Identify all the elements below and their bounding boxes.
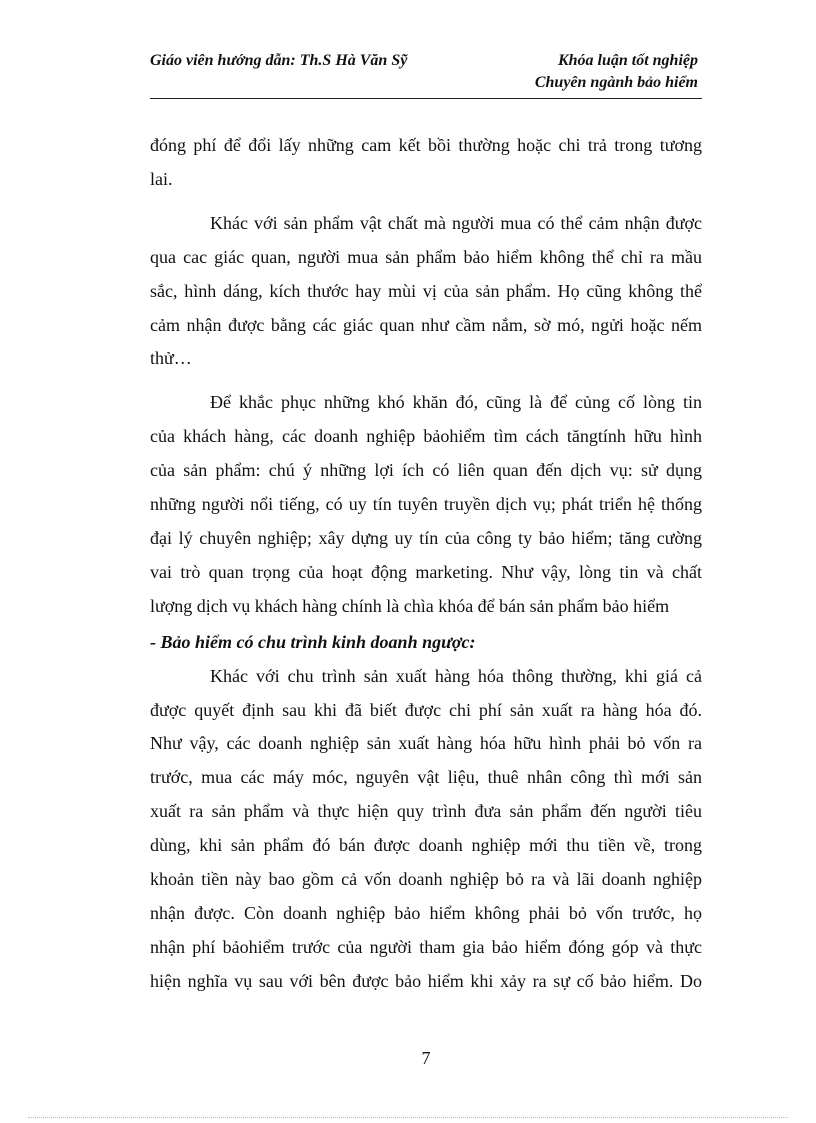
text-line: Như vậy, các doanh nghiệp sản xuất hàng hóa hữu hình phải bỏ vốn ra	[150, 733, 702, 754]
section-heading: - Bảo hiểm có chu trình kinh doanh ngược:	[150, 631, 476, 652]
text-line: qua cac giác quan, người mua sản phẩm bảo hiểm không thể chỉ ra mầu	[150, 246, 702, 267]
text-line: hiện nghĩa vụ sau với bên được bảo hiểm khi xảy ra sự cố bảo hiểm. Do	[150, 970, 702, 991]
paragraph-2	[150, 207, 702, 377]
text-line: của sản phẩm: chú ý những lợi ích có liên quan đến dịch vụ: sử dụng	[150, 460, 702, 481]
paragraph-4	[150, 660, 702, 999]
text-line: khoản tiền này bao gồm cả vốn doanh nghiệp bỏ ra và lãi doanh nghiệp	[150, 869, 702, 890]
text-line: vai trò quan trọng của hoạt động marketing. Như vậy, lòng tin và chất	[150, 561, 702, 582]
page-header	[150, 50, 702, 99]
text-line: cảm nhận được bằng các giác quan như cầm nắm, sờ mó, ngửi hoặc nếm	[150, 314, 702, 335]
text-line: xuất ra sản phẩm và thực hiện quy trình đưa sản phẩm đến người tiêu	[150, 801, 702, 822]
text-line: Để khắc phục những khó khăn đó, cũng là để củng cố lòng tin	[210, 392, 702, 413]
document-body	[150, 129, 702, 999]
text-line: Khác với chu trình sản xuất hàng hóa thông thường, khi giá cả	[210, 665, 702, 686]
text-line: đóng phí để đổi lấy những cam kết bồi thường hoặc chi trả trong tương	[150, 135, 702, 155]
text-line: những người nổi tiếng, có uy tín tuyên truyền dịch vụ; phát triển hệ thống	[150, 494, 702, 515]
text-line: của khách hàng, các doanh nghiệp bảohiểm tìm cách tăngtính hữu hình	[150, 426, 702, 447]
text-line: nhận phí bảohiểm trước của người tham gia bảo hiểm đóng góp và thực	[150, 936, 702, 957]
text-line: trước, mua các máy móc, nguyên vật liệu, thuê nhân công thì mới sản	[150, 767, 702, 788]
page-number: 7	[421, 1048, 431, 1068]
page-bottom-divider	[28, 1117, 788, 1118]
text-line: được quyết định sau khi đã biết được chi phí sản xuất ra hàng hóa đó.	[150, 699, 702, 720]
thesis-info	[535, 50, 698, 94]
text-line: sắc, hình dáng, kích thước hay mùi vị của sản phẩm. Họ cũng không thể	[150, 280, 702, 301]
text-line: lai.	[150, 168, 173, 189]
text-line: nhận được. Còn doanh nghiệp bảo hiểm không phải bỏ vốn trước, họ	[150, 902, 702, 923]
text-line: dùng, khi sản phẩm đó bán được doanh nghiệp mới thu tiền về, trong	[150, 835, 702, 856]
paragraph-1	[150, 129, 702, 197]
advisor-label: Giáo viên hướng dẫn: Th.S Hà Văn Sỹ	[150, 52, 408, 69]
thesis-major: Chuyên ngành bảo hiểm	[534, 74, 698, 91]
text-line: đại lý chuyên nghiệp; xây dựng uy tín của công ty bảo hiểm; tăng cường	[150, 527, 702, 548]
text-line: Khác với sản phẩm vật chất mà người mua có thể cảm nhận được	[210, 212, 702, 233]
text-line: thử…	[150, 348, 192, 369]
text-line: lượng dịch vụ khách hàng chính là chìa khóa để bán sản phẩm bảo hiểm	[150, 595, 670, 616]
thesis-type: Khóa luận tốt nghiệp	[557, 52, 698, 69]
paragraph-3	[150, 386, 702, 623]
